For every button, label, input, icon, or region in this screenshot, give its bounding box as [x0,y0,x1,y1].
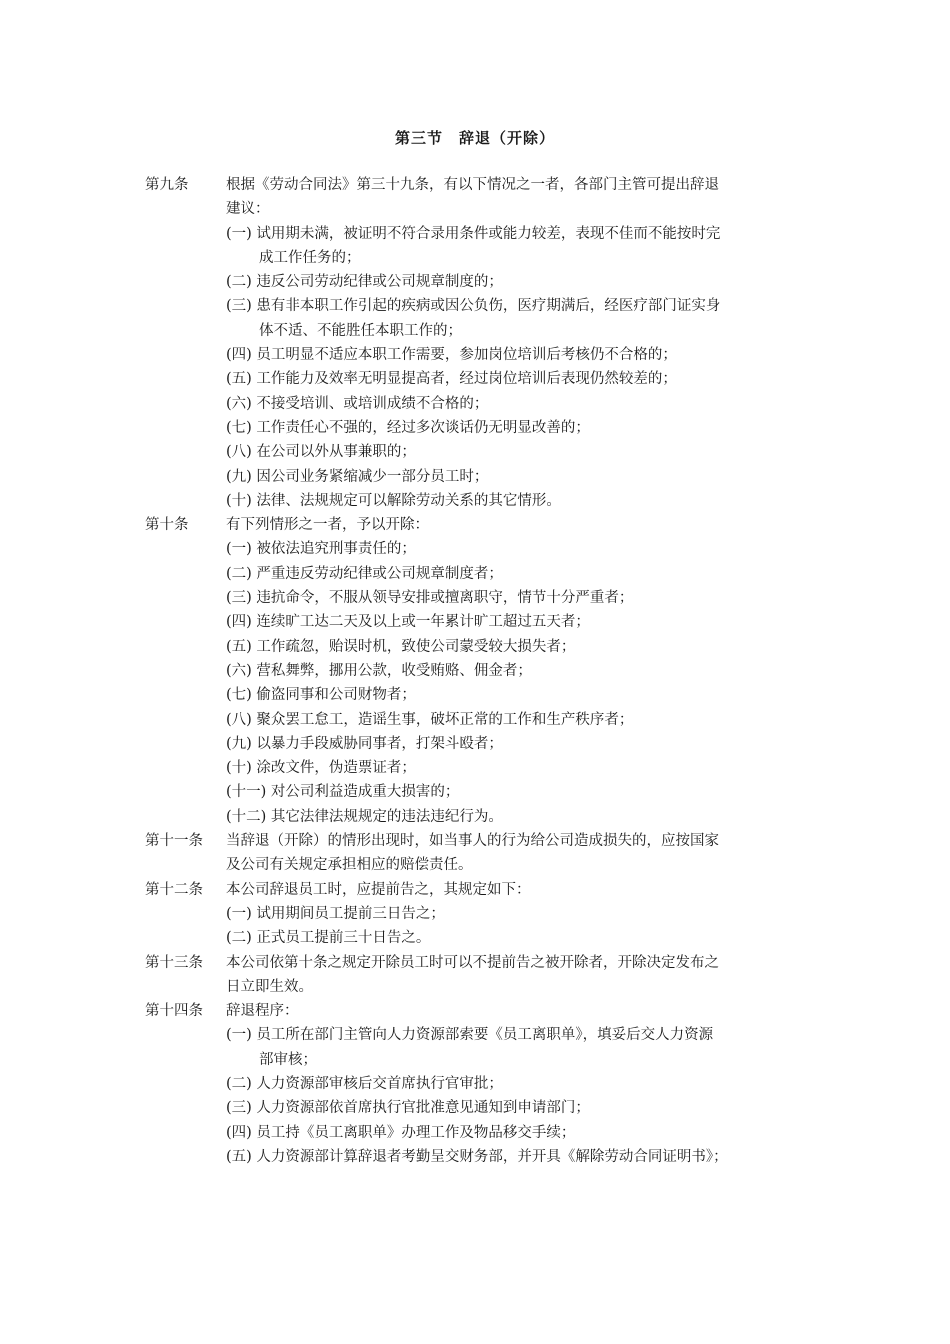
article-text: 本公司依第十条之规定开除员工时可以不提前告之被开除者，开除决定发布之 日立即生效。 [226,954,719,995]
list-item: (十) 涂改文件，伪造票证者； [226,760,416,777]
article-14 [145,999,825,1169]
article-text: 根据《劳动合同法》第三十九条，有以下情况之一者，各部门主管可提出辞退 建议： [226,177,719,218]
list-item: (三) 违抗命令，不服从领导安排或擅离职守，情节十分严重者； [226,590,634,607]
list-item: (四) 连续旷工达二天及以上或一年累计旷工超过五天者； [226,614,590,631]
list-item: (五) 人力资源部计算辞退者考勤呈交财务部，并开具《解除劳动合同证明书》； [226,1148,728,1165]
list-item: (四) 员工明显不适应本职工作需要，参加岗位培训后考核仍不合格的； [226,347,677,364]
article-label: 第九条 [145,177,189,193]
article-label: 第十一条 [145,833,203,850]
list-item: (一) 试用期间员工提前三日告之； [226,905,445,922]
article-items [145,1023,825,1169]
list-item: (八) 聚众罢工怠工，造谣生事，破坏正常的工作和生产秩序者； [226,711,634,728]
list-item: (一) 被依法追究刑事责任的； [226,541,416,558]
article-13 [145,951,825,1000]
list-item: (四) 员工持《员工离职单》办理工作及物品移交手续； [226,1124,576,1141]
list-item: (十一) 对公司利益造成重大损害的； [226,784,460,801]
list-item: (十) 法律、法规规定可以解除劳动关系的其它情形。 [226,492,561,509]
list-item: (三) 人力资源部依首席执行官批准意见通知到申请部门； [226,1100,590,1117]
article-10 [145,513,825,829]
article-label: 第十四条 [145,1003,203,1020]
list-item: (九) 以暴力手段威胁同事者，打架斗殴者； [226,735,503,752]
article-label: 第十条 [145,517,189,534]
list-item: (五) 工作疏忽，贻误时机，致使公司蒙受较大损失者； [226,638,576,655]
article-text: 本公司辞退员工时，应提前告之，其规定如下： [226,881,531,898]
list-item: (五) 工作能力及效率无明显提高者，经过岗位培训后表现仍然较差的； [226,371,677,388]
list-item: (九) 因公司业务紧缩减少一部分员工时； [226,468,489,485]
article-text: 当辞退（开除）的情形出现时，如当事人的行为给公司造成损失的，应按国家 及公司有关规定承担相应的赔偿责任。 [226,833,719,874]
list-item: (七) 偷盗同事和公司财物者； [226,687,416,704]
list-item: (二) 人力资源部审核后交首席执行官审批； [226,1075,503,1092]
document-body [145,173,825,1169]
list-item: (八) 在公司以外从事兼职的； [226,444,416,461]
list-item: (六) 营私舞弊，挪用公款，收受贿赂、佣金者； [226,662,532,679]
list-item: (一) 试用期未满，被证明不符合录用条件或能力较差，表现不佳而不能按时完 成工作任务的； [226,225,721,266]
article-text: 有下列情形之一者，予以开除： [226,517,429,534]
list-item: (六) 不接受培训、或培训成绩不合格的； [226,395,489,412]
list-item: (十二) 其它法律法规规定的违法违纪行为。 [226,808,503,825]
article-11 [145,829,825,878]
article-items [145,902,825,951]
list-item: (三) 患有非本职工作引起的疾病或因公负伤，医疗期满后，经医疗部门证实身 体不适、不能胜任本职工作的； [226,298,721,339]
list-item: (七) 工作责任心不强的，经过多次谈话仍无明显改善的； [226,419,590,436]
list-item: (二) 违反公司劳动纪律或公司规章制度的； [226,274,503,291]
list-item: (一) 员工所在部门主管向人力资源部索要《员工离职单》，填妥后交人力资源 部审核； [226,1027,714,1068]
article-label: 第十三条 [145,954,203,971]
article-12 [145,878,825,951]
article-9 [145,173,825,513]
section-title: 第三节 辞退（开除） [394,129,555,147]
article-items [145,222,825,514]
article-items [145,537,825,829]
article-label: 第十二条 [145,881,203,898]
list-item: (二) 正式员工提前三十日告之。 [226,930,431,947]
article-text: 辞退程序： [226,1003,299,1020]
list-item: (二) 严重违反劳动纪律或公司规章制度者； [226,565,503,582]
